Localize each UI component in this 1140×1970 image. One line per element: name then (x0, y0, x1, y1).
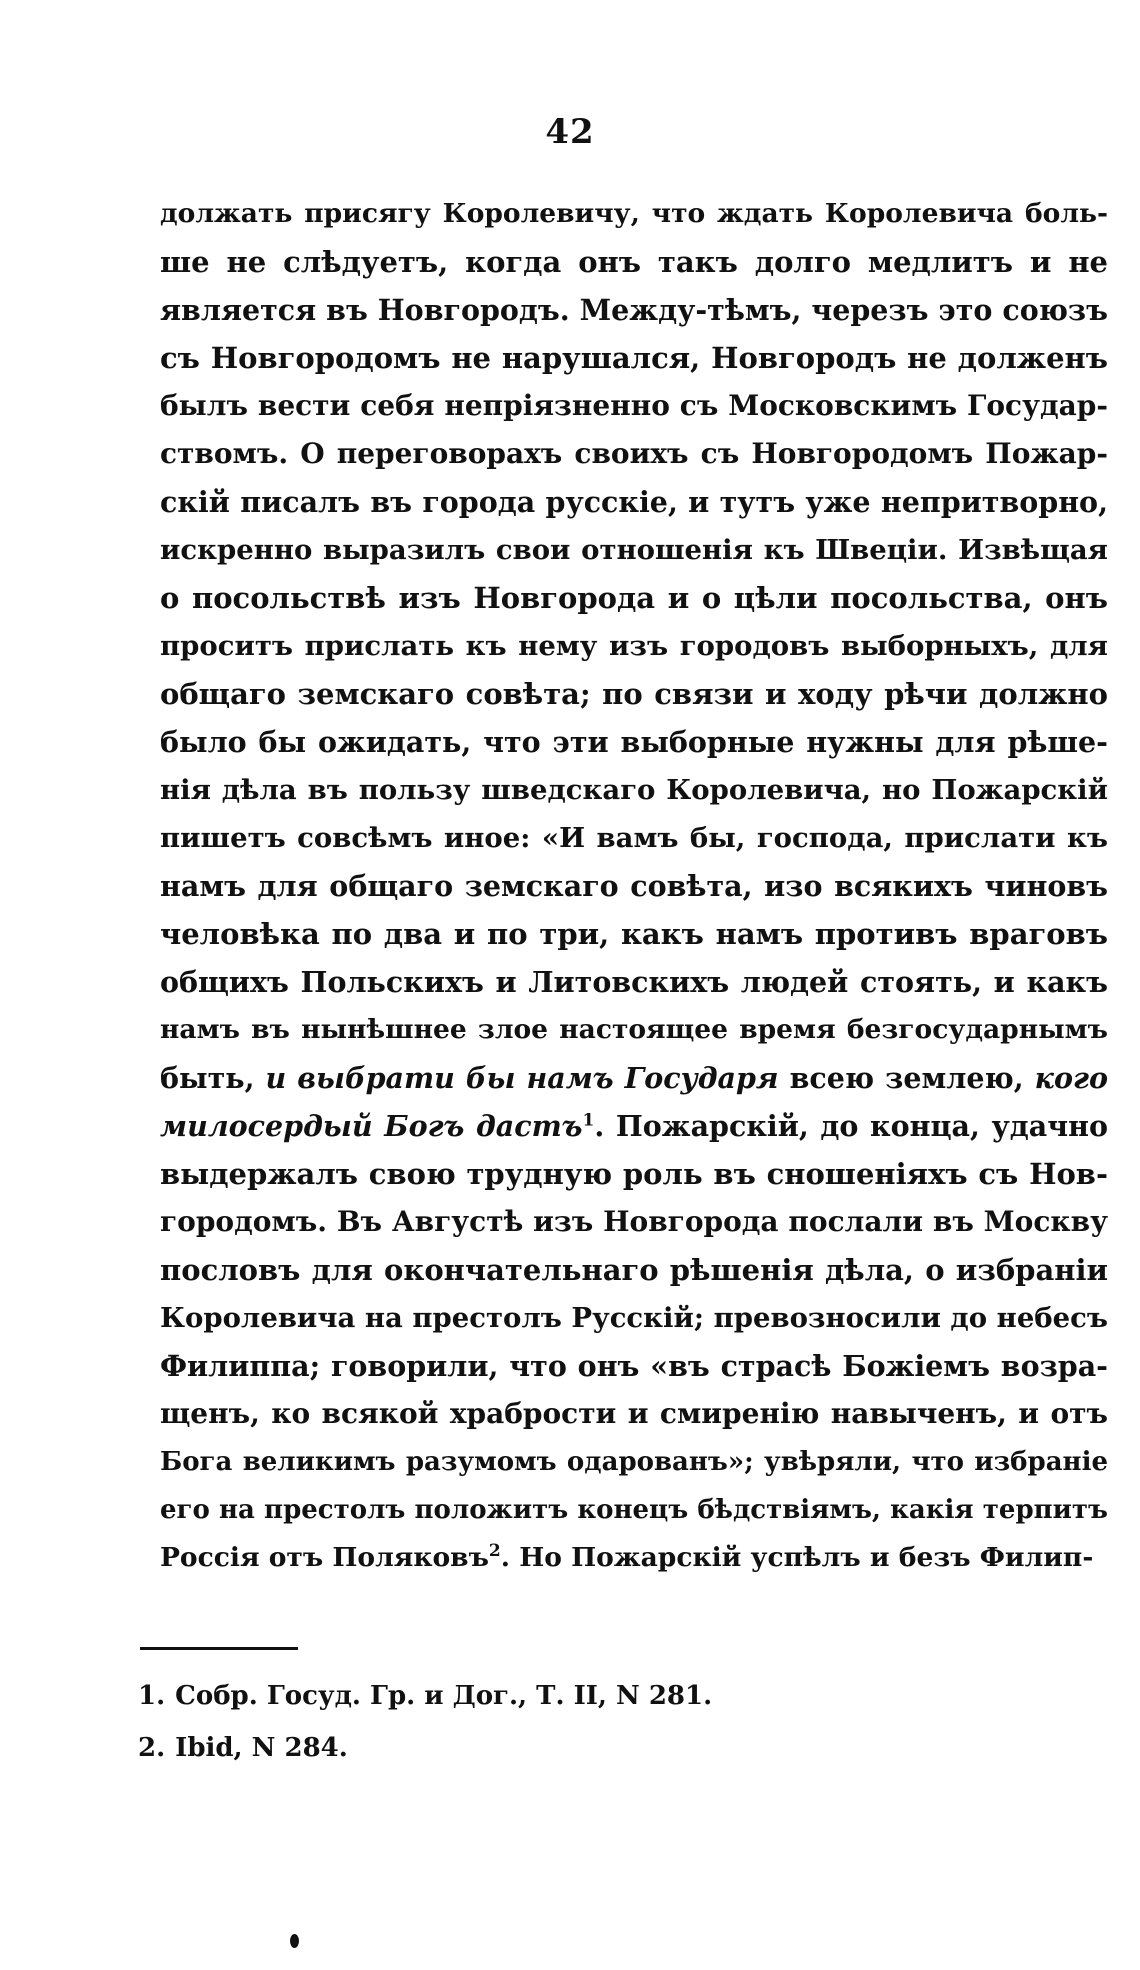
text-segment: о посольствѣ изъ Новгорода и о цѣли посольства, онъ (160, 581, 1108, 615)
text-line (160, 1246, 1108, 1294)
text-segment: является въ Новгородъ. Между-тѣмъ, черезъ это союзъ (160, 293, 1108, 327)
page-number: 42 (545, 112, 595, 152)
text-segment: искренно выразилъ свои отношенія къ Швеціи. Извѣщая (160, 534, 1108, 566)
text-segment: былъ вести себя непріязненно съ Московскимъ Государ- (160, 389, 1108, 422)
footnotes (138, 1670, 1038, 1774)
text-line (160, 1102, 1108, 1150)
body-text (160, 190, 1108, 1582)
text-line (160, 1294, 1108, 1342)
text-line (160, 334, 1108, 382)
text-segment: общихъ Польскихъ и Литовскихъ людей стоять, и какъ (160, 965, 1108, 999)
text-line (160, 574, 1108, 622)
text-segment: всею землею, (778, 1061, 1035, 1095)
text-line (160, 1390, 1108, 1438)
text-segment: съ Новгородомъ не нарушался, Новгородъ не долженъ (160, 341, 1108, 375)
text-segment: . Но Пожарскій успѣлъ и безъ Филип- (500, 1542, 1094, 1573)
text-line (160, 766, 1108, 814)
text-segment: ствомъ. О переговорахъ своихъ съ Новгородомъ Пожар- (160, 437, 1108, 470)
footnote-number: 1. (138, 1681, 166, 1711)
text-line (160, 1054, 1108, 1102)
text-line (160, 958, 1108, 1006)
text-segment: проситъ прислать къ нему изъ городовъ выборныхъ, для (160, 630, 1108, 662)
text-line (160, 1486, 1108, 1534)
text-segment: Королевича на престолъ Русскій; превозносили до небесъ (160, 1302, 1108, 1334)
text-line (160, 1006, 1108, 1054)
text-line (160, 1198, 1108, 1246)
text-line (160, 670, 1108, 718)
text-segment: ше не слѣдуетъ, когда онъ такъ долго медлитъ и не (160, 245, 1108, 279)
footnote-reference: 1 (582, 1110, 595, 1131)
text-segment: щенъ, ко всякой храбрости и смиренію навыченъ, и отъ (160, 1397, 1108, 1430)
text-line (160, 1534, 1108, 1582)
text-line (160, 478, 1108, 526)
text-line (160, 718, 1108, 766)
footnote-text: Ibid, N 284. (175, 1733, 348, 1763)
text-segment: должать присягу Королевичу, что ждать Королевича боль- (160, 198, 1108, 229)
text-line (160, 1150, 1108, 1198)
text-segment: Филиппа; говорили, что онъ «въ страсѣ Божіемъ возра- (160, 1349, 1108, 1383)
text-segment: Россія отъ Поляковъ (160, 1542, 489, 1573)
text-line (160, 814, 1108, 862)
text-line (160, 622, 1108, 670)
italic-text: и выбрати бы намъ Государя (265, 1061, 779, 1095)
text-segment: городомъ. Въ Августѣ изъ Новгорода послали въ Москву (160, 1205, 1108, 1238)
footnote-divider (140, 1647, 298, 1650)
text-line (160, 862, 1108, 910)
text-line (160, 238, 1108, 286)
text-line (160, 1342, 1108, 1390)
text-line (160, 382, 1108, 430)
text-line (160, 526, 1108, 574)
footnote-number: 2. (138, 1733, 166, 1763)
text-segment: было бы ожидать, что эти выборные нужны для рѣше- (160, 725, 1108, 759)
text-segment: общаго земскаго совѣта; по связи и ходу рѣчи должно (160, 677, 1108, 711)
text-line (160, 430, 1108, 478)
text-segment: пословъ для окончательнаго рѣшенія дѣла, о избраніи (160, 1253, 1108, 1287)
text-segment: выдержалъ свою трудную роль въ сношеніяхъ съ Нов- (160, 1157, 1108, 1191)
text-line (160, 1438, 1108, 1486)
text-line (160, 190, 1108, 238)
italic-text: кого (1034, 1061, 1108, 1095)
italic-text: милосердый Богъ дастъ (160, 1109, 583, 1143)
text-segment: его на престолъ положитъ конецъ бѣдствіямъ, какія терпитъ (160, 1495, 1108, 1525)
text-segment: скій писалъ въ города русскіе, и тутъ уже непритворно, (160, 485, 1108, 519)
footnote-reference: 2 (488, 1541, 501, 1562)
text-segment: . Пожарскій, до конца, удачно (594, 1109, 1108, 1143)
text-segment: намъ для общаго земскаго совѣта, изо всякихъ чиновъ (160, 869, 1108, 903)
footnote-1 (138, 1670, 1038, 1722)
footnote-text: Собр. Госуд. Гр. и Дог., Т. II, N 281. (175, 1681, 713, 1711)
text-segment: пишетъ совсѣмъ иное: «И вамъ бы, господа, прислати къ (160, 822, 1108, 854)
text-segment: Бога великимъ разумомъ одарованъ»; увѣряли, что избраніе (160, 1447, 1108, 1477)
footnote-2 (138, 1722, 1038, 1774)
text-segment: человѣка по два и по три, какъ намъ противъ враговъ (160, 917, 1108, 951)
text-segment: быть, (160, 1061, 266, 1095)
text-line (160, 910, 1108, 958)
text-line (160, 286, 1108, 334)
ink-speck (290, 1934, 299, 1948)
text-segment: намъ въ нынѣшнее злое настоящее время безгосударнымъ (160, 1014, 1108, 1045)
text-segment: нія дѣла въ пользу шведскаго Королевича, но Пожарскій (160, 774, 1108, 806)
